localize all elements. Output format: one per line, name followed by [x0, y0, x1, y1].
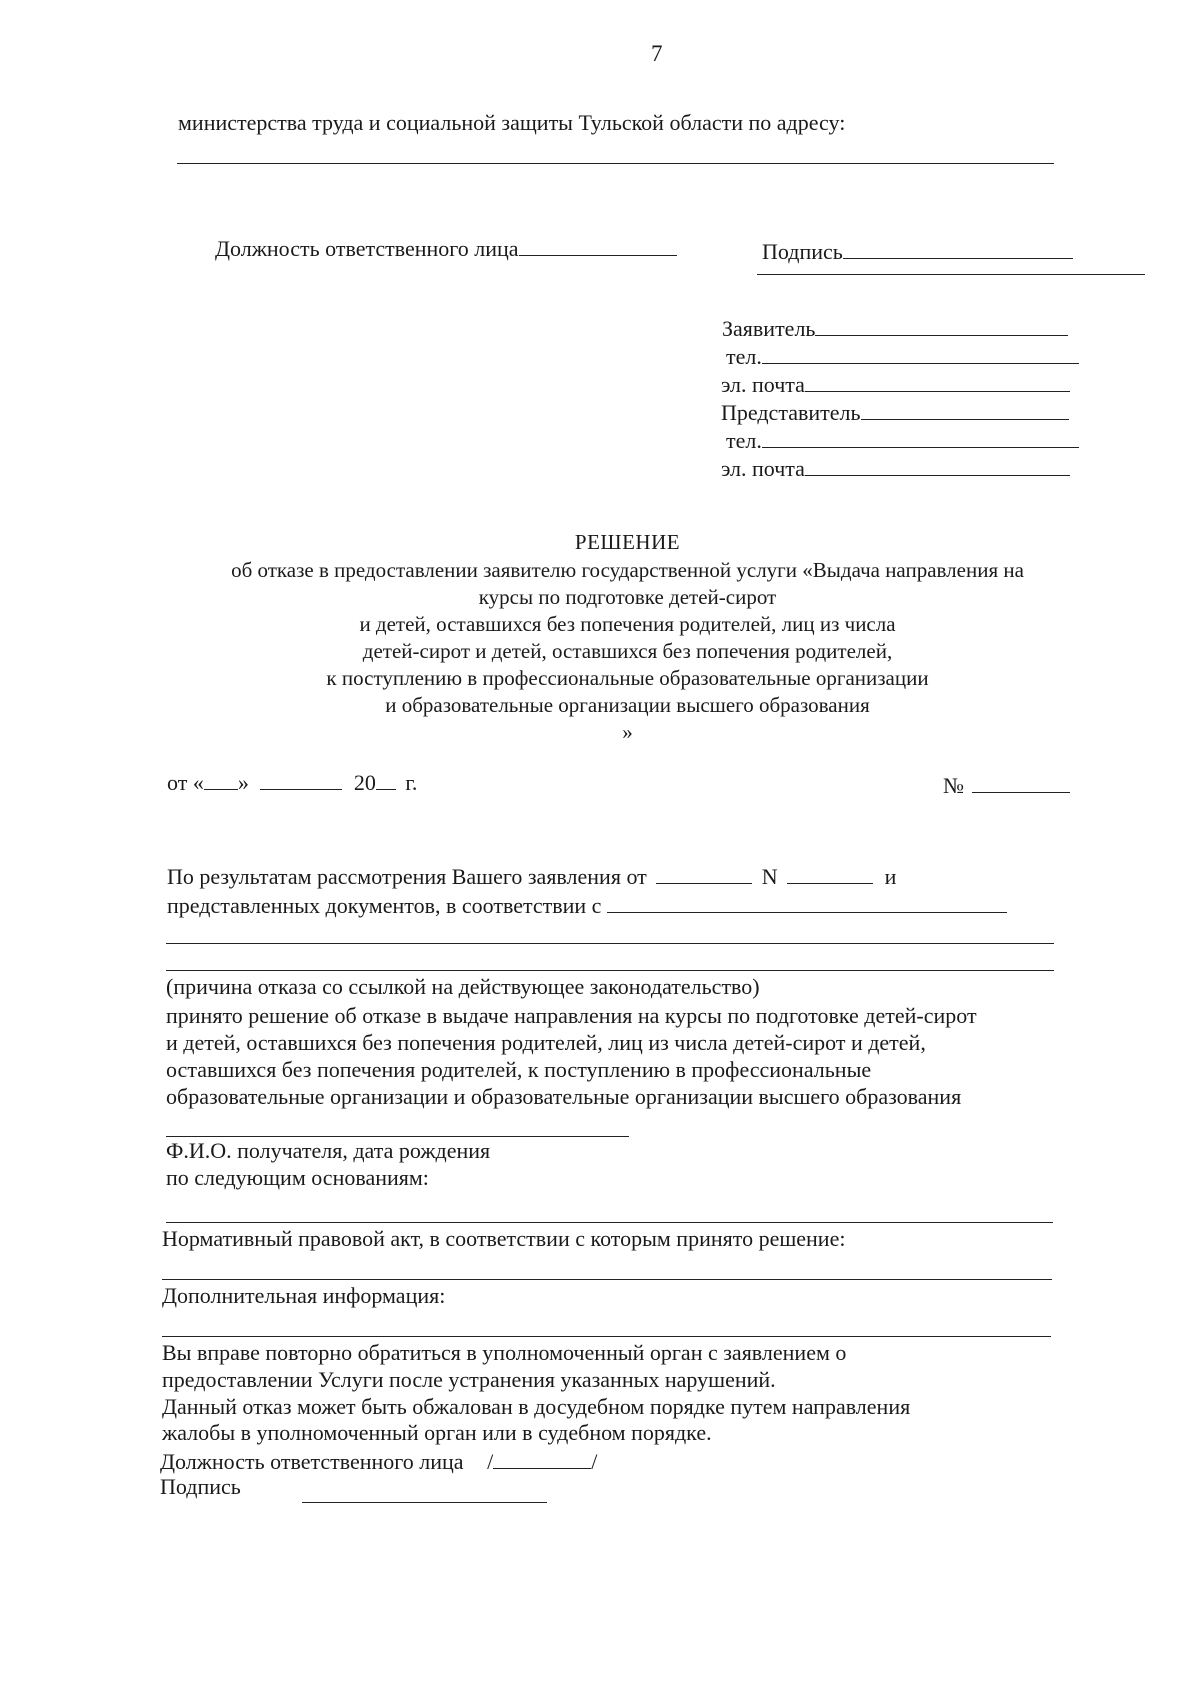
application-from-label: По результатам рассмотрения Вашего заявления от — [167, 863, 647, 889]
top-signature-label: Подпись — [762, 238, 843, 264]
body-line-2 — [167, 891, 1007, 919]
applicant-blank[interactable] — [815, 314, 1068, 336]
date-month-blank[interactable] — [260, 768, 342, 790]
date-year-prefix: 20 — [353, 769, 376, 795]
date-from-label: от « — [167, 769, 204, 795]
number-blank[interactable] — [972, 771, 1070, 793]
representative-row — [721, 398, 1069, 426]
decision-subtitle-line: детей-сирот и детей, оставшихся без попечения родителей, — [362, 639, 893, 663]
bottom-signature-blank[interactable] — [302, 1502, 547, 1503]
application-date-blank[interactable] — [656, 862, 752, 884]
reason-blank-1[interactable] — [166, 943, 1054, 944]
date-year-blank[interactable] — [376, 768, 396, 790]
representative-blank[interactable] — [861, 398, 1069, 420]
bottom-slash-right: / — [591, 1448, 598, 1474]
representative-email-blank[interactable] — [805, 454, 1070, 476]
decision-heading: РЕШЕНИЕ — [574, 530, 681, 554]
date-row — [167, 768, 417, 796]
representative-email-label: эл. почта — [721, 455, 805, 481]
recipient-label: Ф.И.О. получателя, дата рождения — [166, 1138, 491, 1163]
applicant-tel-blank[interactable] — [762, 342, 1079, 364]
number-label: № — [943, 772, 964, 798]
decision-line: образовательные организации и образовательные организации высшего образования — [166, 1084, 962, 1109]
top-signature-blank[interactable] — [843, 237, 1073, 259]
applicant-tel-row — [726, 342, 1079, 370]
decision-title — [100, 528, 1155, 746]
legal-act-label: Нормативный правовой акт, в соответствии с которым принято решение: — [162, 1226, 846, 1251]
top-position-blank[interactable] — [519, 234, 677, 256]
top-position-row — [215, 234, 677, 262]
representative-tel-row — [726, 426, 1079, 454]
applicant-label: Заявитель — [722, 315, 816, 341]
applicant-email-blank[interactable] — [805, 370, 1070, 392]
recipient-blank[interactable] — [166, 1136, 629, 1137]
additional-info-blank[interactable] — [162, 1336, 1051, 1337]
applicant-row — [722, 314, 1068, 342]
decision-line: оставшихся без попечения родителей, к поступлению в профессиональные — [166, 1057, 872, 1082]
bottom-signature-label: Подпись — [160, 1474, 241, 1499]
decision-subtitle-line: к поступлению в профессиональные образовательные организации — [326, 666, 929, 690]
representative-email-row — [721, 454, 1070, 482]
date-year-suffix: г. — [405, 769, 418, 795]
representative-label: Представитель — [721, 399, 861, 425]
address-line: министерства труда и социальной защиты Тульской области по адресу: — [178, 110, 846, 135]
decision-subtitle-line: курсы по подготовке детей-сирот — [478, 585, 777, 609]
decision-subtitle-line: и образовательные организации высшего образования — [385, 693, 870, 717]
in-accordance-label: представленных документов, в соответствии с — [167, 892, 602, 918]
grounds-label: по следующим основаниям: — [166, 1165, 429, 1190]
representative-tel-blank[interactable] — [762, 426, 1079, 448]
application-and-label: и — [884, 863, 897, 889]
legal-act-blank[interactable] — [162, 1279, 1052, 1280]
closing-line: жалобы в уполномоченный орган или в судебном порядке. — [162, 1420, 712, 1445]
applicant-email-row — [721, 370, 1070, 398]
decision-subtitle-line: об отказе в предоставлении заявителю государственной услуги «Выдача направления на — [231, 558, 1024, 582]
number-row — [943, 771, 1070, 799]
applicant-tel-label: тел. — [726, 343, 762, 369]
grounds-blank[interactable] — [166, 1222, 1053, 1223]
reason-blank-2[interactable] — [166, 970, 1054, 971]
date-close-quote: » — [237, 769, 249, 795]
bottom-slash-left: / — [487, 1448, 494, 1474]
in-accordance-blank[interactable] — [607, 891, 1007, 913]
application-n-label: N — [761, 863, 778, 889]
decision-subtitle-line: и детей, оставшихся без попечения родителей, лиц из числа — [359, 612, 896, 636]
top-signature-row — [762, 237, 1073, 265]
reason-note: (причина отказа со ссылкой на действующее законодательство) — [166, 974, 760, 999]
page-number: 7 — [651, 41, 663, 66]
top-signature-underline — [757, 274, 1145, 275]
bottom-position-blank[interactable] — [493, 1447, 591, 1469]
bottom-position-row — [160, 1447, 597, 1475]
closing-line: предоставлении Услуги после устранения указанных нарушений. — [162, 1367, 776, 1392]
decision-subtitle-line: » — [622, 720, 633, 744]
closing-line: Вы вправе повторно обратиться в уполномоченный орган с заявлением о — [162, 1340, 847, 1365]
application-number-blank[interactable] — [787, 862, 873, 884]
body-line-1 — [167, 862, 896, 890]
additional-info-label: Дополнительная информация: — [162, 1283, 446, 1308]
bottom-position-label: Должность ответственного лица — [160, 1448, 464, 1474]
decision-line: принято решение об отказе в выдаче направления на курсы по подготовке детей-сирот — [166, 1003, 977, 1028]
decision-line: и детей, оставшихся без попечения родителей, лиц из числа детей-сирот и детей, — [166, 1030, 926, 1055]
applicant-email-label: эл. почта — [721, 371, 805, 397]
closing-line: Данный отказ может быть обжалован в досудебном порядке путем направления — [162, 1394, 911, 1419]
top-position-label: Должность ответственного лица — [215, 235, 519, 261]
address-blank[interactable] — [177, 163, 1054, 164]
date-day-blank[interactable] — [204, 768, 238, 790]
representative-tel-label: тел. — [726, 427, 762, 453]
